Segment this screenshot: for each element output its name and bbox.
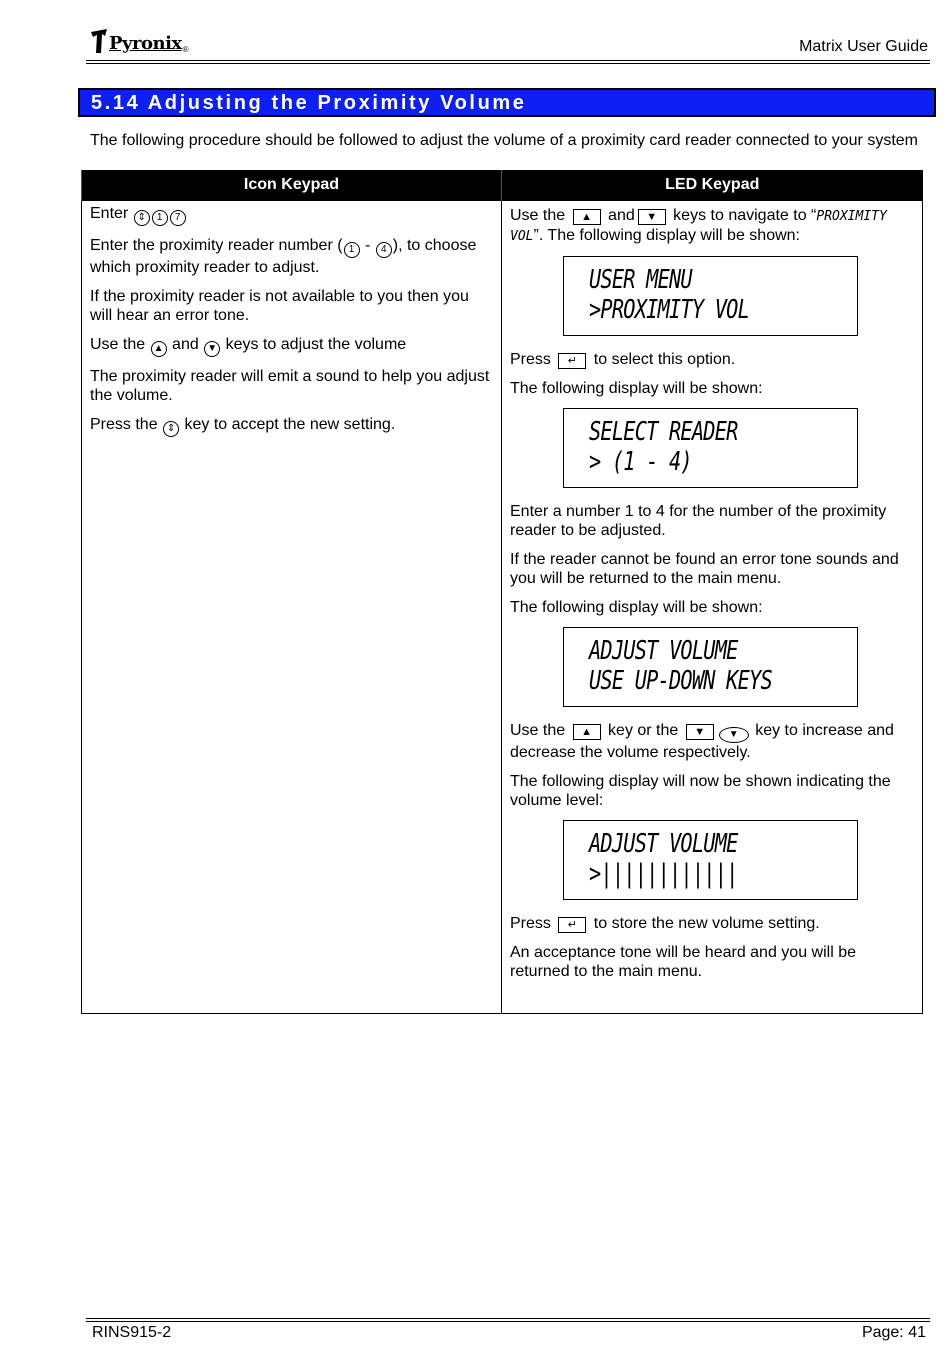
led-step-navigate xyxy=(510,206,914,246)
step-text: keys to adjust the volume xyxy=(221,336,407,353)
section-title: 5.14 Adjusting the Proximity Volume xyxy=(78,88,936,117)
icon-step-reader-number xyxy=(90,236,493,277)
icon-step-adjust xyxy=(90,335,493,357)
step-text: - xyxy=(360,237,375,254)
step-text: to select this option. xyxy=(589,351,736,368)
led-step-store xyxy=(510,914,914,933)
updown-key-icon: ⇕ xyxy=(163,421,179,437)
step-text: Use the xyxy=(510,722,570,739)
led-step-change-volume xyxy=(510,721,914,762)
lcd-line: > (1 - 4) xyxy=(589,447,692,477)
step-text: Press xyxy=(510,915,556,932)
guide-title: Matrix User Guide xyxy=(799,38,928,55)
enter-key-icon: ↵ xyxy=(558,353,586,369)
page-number: Page: 41 xyxy=(861,1324,926,1341)
icon-keypad-header: Icon Keypad xyxy=(82,170,502,201)
footer-rule xyxy=(86,1318,930,1319)
procedure-table xyxy=(81,170,923,1014)
step-text: Enter xyxy=(90,205,133,222)
intro-paragraph: The following procedure should be followed to adjust the volume of a proximity card reader connected to your system xyxy=(90,132,918,149)
led-step-acceptance-tone: An acceptance tone will be heard and you will be returned to the main menu. xyxy=(510,944,856,980)
menu-option-text: PROXIMITY VOL xyxy=(510,209,887,244)
up-key-icon: ▲ xyxy=(151,341,167,357)
led-keypad-column xyxy=(502,201,923,1014)
step-text: Use the xyxy=(90,336,150,353)
table-body-row xyxy=(82,201,923,1014)
step-text: key to increase and decrease the volume respectively. xyxy=(510,722,894,761)
step-text: and xyxy=(603,207,635,224)
lcd-line: ADJUST VOLUME xyxy=(589,636,738,666)
pyronix-logo xyxy=(90,28,189,54)
lcd-display-volume-level xyxy=(563,820,858,900)
led-step-volume-level: The following display will now be shown indicating the volume level: xyxy=(510,773,891,809)
lcd-display-user-menu xyxy=(563,256,858,336)
key-7-icon: 7 xyxy=(170,210,186,226)
key-1-icon: 1 xyxy=(344,242,360,258)
up-key-icon: ▲ xyxy=(573,209,601,225)
enter-key-icon: ↵ xyxy=(558,917,586,933)
table-header-row xyxy=(82,170,923,201)
led-keypad-header: LED Keypad xyxy=(502,170,923,201)
icon-step-emit-sound: The proximity reader will emit a sound to help you adjust the volume. xyxy=(90,368,490,404)
step-text: and xyxy=(167,336,204,353)
step-text: key to accept the new setting. xyxy=(180,416,396,433)
lcd-line: SELECT READER xyxy=(589,417,738,447)
icon-step-enter xyxy=(90,204,493,226)
page-footer xyxy=(86,1318,930,1348)
led-step-display-shown: The following display will be shown: xyxy=(510,599,763,616)
updown-key-icon: ⇕ xyxy=(134,210,150,226)
lcd-line: ADJUST VOLUME xyxy=(589,829,738,859)
logo-text: Pyronix xyxy=(109,33,182,54)
led-step-reader-not-found: If the reader cannot be found an error tone sounds and you will be returned to the main menu. xyxy=(510,551,899,587)
lcd-line: USE UP-DOWN KEYS xyxy=(589,666,772,696)
document-code: RINS915-2 xyxy=(92,1324,172,1341)
footer-rule-secondary xyxy=(86,1321,930,1322)
up-key-icon: ▲ xyxy=(573,724,601,740)
step-text: to store the new volume setting. xyxy=(589,915,820,932)
down-key-icon: ▼ xyxy=(686,724,714,740)
led-step-enter-number: Enter a number 1 to 4 for the number of the proximity reader to be adjusted. xyxy=(510,503,887,539)
page-header xyxy=(86,26,930,66)
header-rule xyxy=(86,60,930,61)
led-step-display-shown: The following display will be shown: xyxy=(510,380,763,397)
step-text: keys to navigate to “ xyxy=(668,207,817,224)
icon-step-error-tone: If the proximity reader is not available to you then you will hear an error tone. xyxy=(90,288,469,324)
lcd-display-adjust-volume xyxy=(563,627,858,707)
icon-step-accept xyxy=(90,415,493,437)
down-key-icon: ▼ xyxy=(638,209,666,225)
logo-mark-icon xyxy=(90,28,108,54)
down-oval-key-icon: ▼ xyxy=(719,727,749,743)
icon-keypad-column xyxy=(82,201,502,1014)
step-text: Use the xyxy=(510,207,570,224)
key-4-icon: 4 xyxy=(376,242,392,258)
step-text: ), to choose which proximity reader to adjust. xyxy=(90,237,477,276)
lcd-line: >|||||||||||| xyxy=(589,859,738,889)
step-text: Enter the proximity reader number ( xyxy=(90,237,343,254)
logo-registered-mark: ® xyxy=(182,45,189,54)
lcd-line: >PROXIMITY VOL xyxy=(589,295,750,325)
header-rule-secondary xyxy=(86,63,930,64)
lcd-line: USER MENU xyxy=(589,265,692,295)
down-key-icon: ▼ xyxy=(204,341,220,357)
key-1-icon: 1 xyxy=(152,210,168,226)
step-text: key or the xyxy=(603,722,683,739)
step-text: ”. The following display will be shown: xyxy=(533,227,800,244)
step-text: Press the xyxy=(90,416,163,433)
lcd-display-select-reader xyxy=(563,408,858,488)
led-step-select xyxy=(510,350,914,369)
step-text: Press xyxy=(510,351,556,368)
